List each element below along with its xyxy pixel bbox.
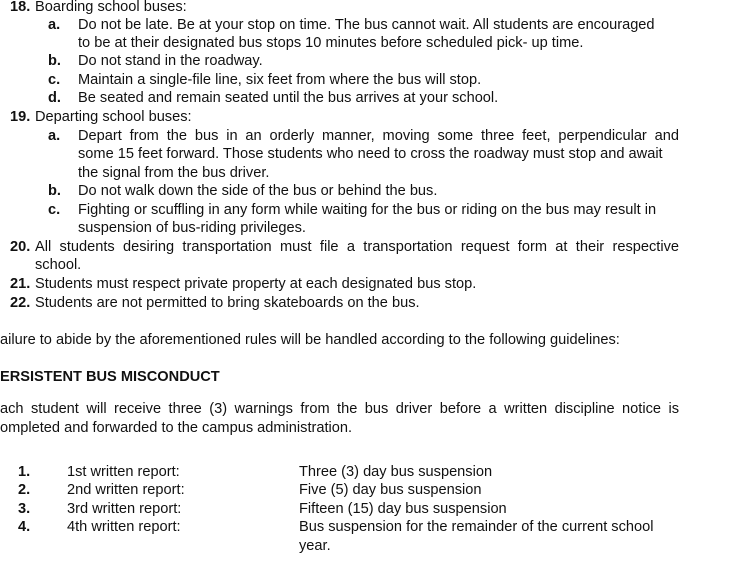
rule-text: Students are not permitted to bring skateboards on the bus.	[35, 295, 420, 311]
consequence-report: 1st written report:	[67, 464, 180, 480]
subitem-letter: d.	[48, 90, 61, 106]
rule-text: school.	[35, 257, 82, 273]
rule-number: 20.	[10, 239, 31, 255]
rule-number: 18.	[10, 0, 31, 15]
consequence-penalty: Three (3) day bus suspension	[299, 464, 493, 480]
consequence-report: 2nd written report:	[67, 482, 185, 498]
subitem-letter: c.	[48, 72, 61, 88]
consequence-penalty: Fifteen (15) day bus suspension	[299, 501, 507, 517]
subitem-text: Maintain a single-file line, six feet from where the bus will stop.	[78, 72, 482, 88]
failure-paragraph: ailure to abide by the aforementioned rules will be handled according to the following guidelines:	[0, 332, 620, 348]
subitem-text: the signal from the bus driver.	[78, 165, 270, 181]
section-heading: ERSISTENT BUS MISCONDUCT	[0, 369, 220, 385]
subitem-text: Depart from the bus in an orderly manner, moving some three feet, perpendicular and	[78, 128, 679, 144]
subitem-letter: c.	[48, 202, 61, 218]
consequence-penalty: year.	[299, 538, 331, 554]
rule-text: Departing school buses:	[35, 109, 192, 125]
consequence-report: 4th written report:	[67, 519, 181, 535]
subitem-text: Do not stand in the roadway.	[78, 53, 263, 69]
rule-number: 22.	[10, 295, 31, 311]
rule-text: Students must respect private property at each designated bus stop.	[35, 276, 477, 292]
subitem-text: suspension of bus-riding privileges.	[78, 220, 306, 236]
consequence-penalty: Five (5) day bus suspension	[299, 482, 482, 498]
subitem-text: Fighting or scuffling in any form while waiting for the bus or riding on the bus may result in	[78, 202, 657, 218]
subitem-letter: a.	[48, 128, 61, 144]
subitem-text: Do not be late. Be at your stop on time. The bus cannot wait. All students are encouraged	[78, 17, 655, 33]
subitem-text: to be at their designated bus stops 10 minutes before scheduled pick- up time.	[78, 35, 584, 51]
rule-number: 19.	[10, 109, 31, 125]
rule-text: Boarding school buses:	[35, 0, 187, 15]
consequence-number: 1.	[18, 464, 31, 480]
consequence-penalty: Bus suspension for the remainder of the current school	[299, 519, 654, 535]
consequence-number: 3.	[18, 501, 31, 517]
consequence-report: 3rd written report:	[67, 501, 182, 517]
subitem-letter: a.	[48, 17, 61, 33]
subitem-text: Do not walk down the side of the bus or behind the bus.	[78, 183, 438, 199]
warning-paragraph: ach student will receive three (3) warnings from the bus driver before a written discipline notice is	[0, 401, 679, 417]
subitem-text: some 15 feet forward. Those students who need to cross the roadway must stop and await	[78, 146, 663, 162]
rule-text: All students desiring transportation must file a transportation request form at their respective	[35, 239, 679, 255]
warning-paragraph: ompleted and forwarded to the campus administration.	[0, 420, 353, 436]
consequence-number: 2.	[18, 482, 31, 498]
subitem-letter: b.	[48, 183, 61, 199]
subitem-letter: b.	[48, 53, 61, 69]
consequence-number: 4.	[18, 519, 31, 535]
rule-number: 21.	[10, 276, 31, 292]
subitem-text: Be seated and remain seated until the bus arrives at your school.	[78, 90, 499, 106]
